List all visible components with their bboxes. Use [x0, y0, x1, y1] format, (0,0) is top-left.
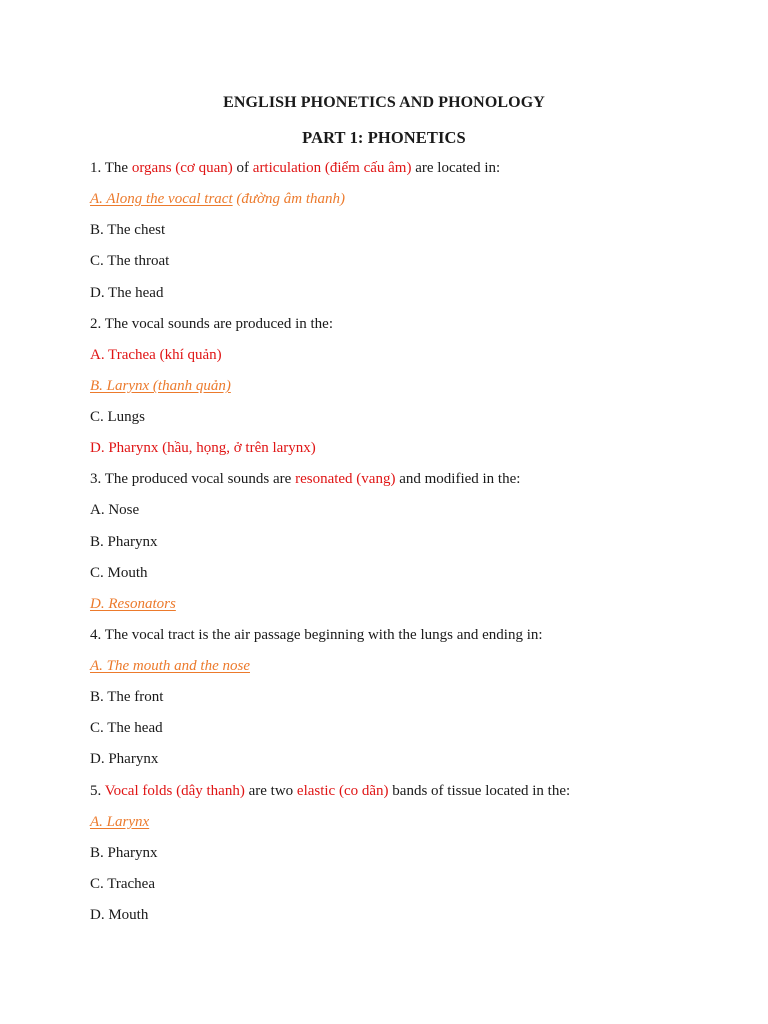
- q3-option-b: B. Pharynx: [90, 534, 158, 550]
- q2-option-c: C. Lungs: [90, 409, 146, 425]
- term-articulation: articulation (điểm cấu âm): [252, 160, 412, 176]
- q5-option-a-answer: A. Larynx: [90, 814, 150, 830]
- question-3: 3. The produced vocal sounds are resonated (vang) and modified in the:: [90, 471, 521, 487]
- q1-option-d: D. The head: [90, 285, 164, 301]
- question-2: 2. The vocal sounds are produced in the:: [90, 316, 333, 332]
- question-5: 5. Vocal folds (dây thanh) are two elastic (co dãn) bands of tissue located in the:: [90, 783, 571, 799]
- q1-option-b: B. The chest: [90, 222, 166, 238]
- q5-option-d: D. Mouth: [90, 907, 149, 923]
- term-elastic: elastic (co dãn): [296, 783, 389, 799]
- term-organs: organs (cơ quan): [131, 160, 233, 176]
- q1-option-a-answer: A. Along the vocal tract (đường âm thanh): [90, 191, 346, 207]
- term-vocal-folds: Vocal folds (dây thanh): [104, 783, 245, 799]
- q3-option-c: C. Mouth: [90, 565, 148, 581]
- part-title: PART 1: PHONETICS: [302, 128, 466, 147]
- q5-option-c: C. Trachea: [90, 876, 155, 892]
- question-1: 1. The organs (cơ quan) of articulation (điểm cấu âm) are located in:: [90, 160, 501, 176]
- q2-option-b-answer: B. Larynx (thanh quản): [90, 378, 231, 394]
- q2-option-a: A. Trachea (khí quản): [90, 347, 222, 363]
- question-4: 4. The vocal tract is the air passage beginning with the lungs and ending in:: [90, 627, 543, 643]
- q2-option-d: D. Pharynx (hầu, họng, ở trên larynx): [90, 440, 316, 456]
- q1-option-c: C. The throat: [90, 253, 170, 269]
- term-resonated: resonated (vang): [295, 471, 396, 487]
- q4-option-a-answer: A. The mouth and the nose: [90, 658, 250, 674]
- q4-option-d: D. Pharynx: [90, 751, 159, 767]
- q5-option-b: B. Pharynx: [90, 845, 158, 861]
- document-title: ENGLISH PHONETICS AND PHONOLOGY: [223, 94, 545, 111]
- q4-option-b: B. The front: [90, 689, 164, 705]
- q4-option-c: C. The head: [90, 720, 163, 736]
- q3-option-d-answer: D. Resonators: [90, 596, 176, 612]
- q3-option-a: A. Nose: [90, 502, 140, 518]
